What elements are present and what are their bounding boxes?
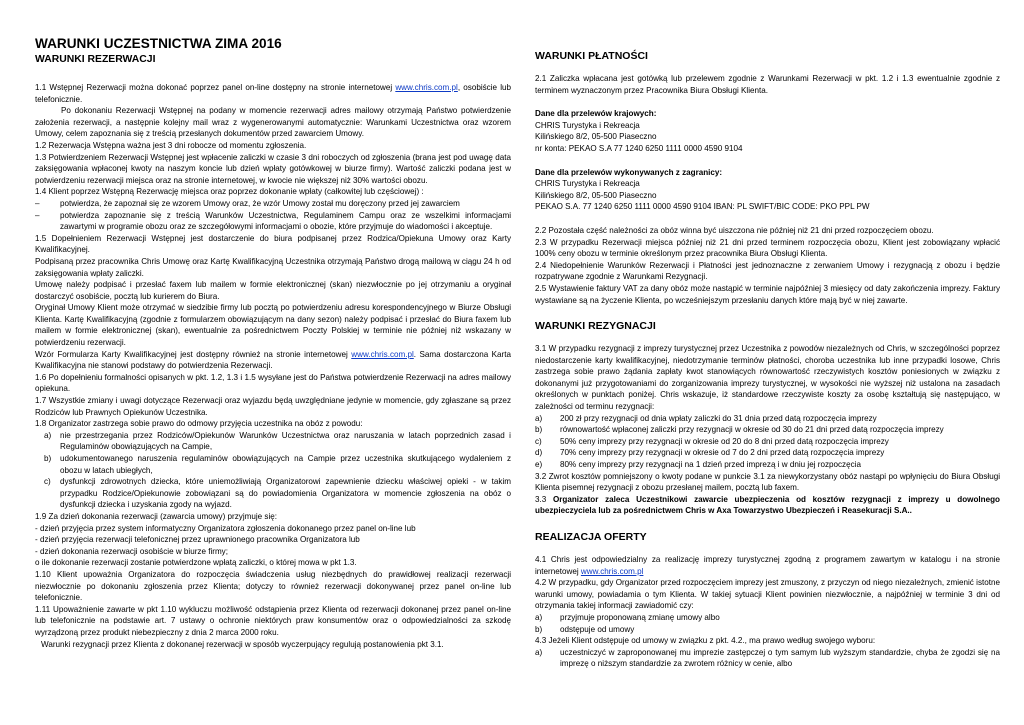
list-item: e) 80% ceny imprezy przy rezygnacji na 1 dzień przed imprezą i w dniu jej rozpoczęcia [535, 460, 861, 470]
clause-3-2: 3.2 Zwrot kosztów pomniejszony o kwoty podane w punkcie 3.1 za niewykorzystany obóz nastąpi po wpłynięciu do Biura Obsługi Klienta pisemnej rezygnacji z obozu przesłanej mailem, pocztą lub faxem. [535, 471, 1000, 493]
list-item: d) 70% ceny imprezy przy rezygnacji w okresie od 7 do 2 dni przed datą rozpoczęcia imprezy [535, 448, 885, 458]
reservation-section [35, 82, 511, 650]
clause-4-2: 4.2 W przypadku, gdy Organizator przed rozpoczęciem imprezy jest zmuszony, z przyczyn od niego niezależnych, zmienić istotne warunki umowy, powiadamia o tym Klienta. W takiej sytuacji Klient powinien niezwłocznie, a najpóźniej w terminie 3 dni od otrzymania takiej informacji zawiadomić czy: [535, 578, 1000, 611]
foreign-line: Kilińskiego 8/2, 05-500 Piaseczno [535, 190, 657, 200]
list-item: a) nie przestrzegania przez Rodziców/Opiekunów Warunków Uczestnictwa oraz naruszania w latach poprzednich zasad i Regulaminów obowiązujących na Campie, [44, 430, 511, 452]
clause-1-2: 1.2 Rezerwacja Wstępna ważna jest 3 dni robocze od momentu zgłoszenia. [35, 140, 307, 150]
clause-3-3: 3.3 Organizator zaleca Uczestnikowi zawarcie ubezpieczenia od kosztów rezygnacji z imprezy u dowolnego ubezpieczyciela lub za pośrednictwem Chris w Axa Towarzystwo Ubezpieczeń i Reasekuracji S.A.. [535, 494, 1000, 516]
foreign-account: PEKAO S.A. 77 1240 6250 1111 0000 4590 9104 IBAN: PL SWIFT/BIC CODE: PKO PPL PW [535, 202, 870, 212]
clause-4-1: 4.1 Chris jest odpowiedzialny za realizację imprezy turystycznej zgodną z programem zawartym w katalogu i na stronie internetowej www.chris.com.pl [535, 555, 1000, 576]
list-item: a) 200 zł przy rezygnacji od dnia wpłaty zaliczki do 31 dnia przed datą rozpoczęcia imprezy [535, 413, 877, 423]
clause-1-7: 1.7 Wszystkie zmiany i uwagi dotyczące Rezerwacji oraz wyjazdu będą uwzględniane jedynie w momencie, gdy zgłaszane są przez Rodziców lub Prawnych Opiekunów Uczestnika. [35, 396, 511, 417]
clause-1-11: 1.11 Upoważnienie zawarte w pkt 1.10 wykluczu możliwość odstąpienia przez Klienta od rezerwacji dokonanej przez panel on-line lub telefonicznie na podstawie art. 7 ustawy o ochronie niektórych praw konsumentów oraz o odpowiedzialności za szkodę wyrządzoną przez produkt niebezpieczny z dnia 2 marca 2000 roku. [35, 604, 511, 637]
payment-section [535, 73, 1000, 306]
list-item: - dzień przyjęcia przez system informatyczny Organizatora zgłoszenia dokonanego przez panel on-line lub [35, 523, 416, 533]
section-reservation-heading: WARUNKI REZERWACJI [35, 54, 156, 65]
clause-1-1 [35, 82, 511, 105]
clause-1-4: 1.4 Klient poprzez Wstępną Rezerwację miejsca oraz poprzez dokonanie wpłaty (całkowitej lub częściowej) : [35, 187, 424, 197]
list-item: – potwierdza, że zapoznał się ze wzorem Umowy oraz, że wzór Umowy został mu doręczony przed jej zawarciem [35, 198, 460, 208]
clause-1-11-note: Warunki rezygnacji przez Klienta z dokonanej rezerwacji w sposób wyczerpujący regulują postanowienia pkt 3.1. [41, 639, 444, 649]
list-item: a) przyjmuje proponowaną zmianę umowy albo [535, 612, 720, 622]
clause-1-1-tail: , osobiście lub telefonicznie. [35, 83, 511, 104]
cancellation-section [535, 343, 1000, 517]
clause-1-3: 1.3 Potwierdzeniem Rezerwacji Wstępnej jest wpłacenie zaliczki w czasie 3 dni roboczych od zgłoszenia (brana jest pod uwagę data zaksięgowania wpłaconej kwoty na naszym koncie lub dzień wpłaty gotówkowej w biurze firmy). Wartość zaliczki podana jest w potwierdzeniu rezerwacji miejsca oraz na stronie internetowej, w kwocie nie większej niż 30% wartości obozu. [35, 152, 511, 185]
clause-1-8: 1.8 Organizator zastrzega sobie prawo do odmowy przyjęcia uczestnika na obóz z powodu: [35, 419, 363, 429]
domestic-line: Kilińskiego 8/2, 05-500 Piaseczno [535, 132, 657, 142]
clause-2-4: 2.4 Niedopełnienie Warunków Rezerwacji i Płatności jest jednoznaczne z zerwaniem Umowy i rezygnacją z obozu i będzie rozpatrywane zgodnie z Warunkami Rezygnacji. [535, 260, 1000, 282]
left-column [35, 0, 511, 650]
document-title: WARUNKI UCZESTNICTWA ZIMA 2016 [35, 36, 282, 51]
website-link[interactable]: www.chris.com.pl [351, 349, 414, 359]
list-item: b) odstępuje od umowy [535, 624, 635, 634]
clause-2-2: 2.2 Pozostała część należności za obóz winna być uiszczona nie później niż 21 dni przed rozpoczęciem obozu. [535, 225, 934, 235]
list-item: b) równowartość wpłaconej zaliczki przy rezygnacji w okresie od 30 do 21 dni przed datą rozpoczęcia imprezy [535, 425, 944, 435]
foreign-line: CHRIS Turystyka i Rekreacja [535, 179, 640, 189]
section-offer-heading: REALIZACJA OFERTY [535, 531, 647, 543]
domestic-line: CHRIS Turystyka i Rekreacja [535, 120, 640, 130]
list-item: – potwierdza zapoznanie się z treścią Warunków Uczestnictwa, Regulaminem Campu oraz ze wszelkimi informacjami zawartymi w programie obozu oraz ze szczegółowymi informacjami o obozie, które przyjmuje do wiadomości i akceptuje. [35, 210, 511, 232]
list-item: o ile dokonanie rezerwacji zostanie potwierdzone wpłatą zaliczki, o której mowa w pkt 1.3. [35, 558, 357, 568]
clause-4-3: 4.3 Jeżeli Klient odstępuje od umowy w związku z pkt. 4.2., ma prawo według swojego wyboru: [535, 636, 876, 646]
clause-2-3: 2.3 W przypadku Rezerwacji miejsca później niż 21 dni przed terminem rozpoczęcia obozu, Klient jest zobowiązany wpłacić 100% ceny obozu w terminie określonym przez pracownika Biura Obsługi Klienta. [535, 237, 1000, 259]
offer-section [535, 554, 1000, 670]
clause-3-1: 3.1 W przypadku rezygnacji z imprezy turystycznej przez Uczestnika z powodów niezależnych od Chris, w szczególności poprzez niedostarczenie karty kwalifikacyjnej, niedotrzymanie terminów płatności, choroba uczestnika lub inne przypadki losowe, Chris zastrzega sobie prawo żądania zapłaty kwot stanowiących równowartość rzeczywistych kosztów poniesionych w związku z dokonanymi już przygotowaniami do zorganizowania imprezy turystycznej, w wysokości nie wyższej niż ustalona na zasadach określonych w punktach poniżej. Chris wskazuje, iż standardowe rzeczywiste koszty za osobę kształtują się następująco, w zależności od terminu rezygnacji: [535, 344, 1000, 412]
clause-1-9: 1.9 Za dzień dokonania rezerwacji (zawarcia umowy) przyjmuje się: [35, 511, 278, 521]
clause-2-1: 2.1 Zaliczka wpłacana jest gotówką lub przelewem zgodnie z Warunkami Rezerwacji w pkt. 1.2 i 1.3 ewentualnie zgodnie z terminem wyznaczonym przez Pracownika Biura Obsługi Klienta. [535, 74, 1000, 95]
clause-2-5: 2.5 Wystawienie faktury VAT za dany obóz może nastąpić w terminie najpóźniej 3 miesięcy od daty zakończenia imprezy. Faktury wystawiane są na życzenie Klienta, po wcześniejszym przesłaniu danych które mają być w niej zawarte. [535, 283, 1000, 305]
clause-1-1-text: 1.1 Wstępnej Rezerwacji można dokonać poprzez panel on-line dostępny na stronie internetowej [35, 83, 396, 92]
website-link[interactable]: www.chris.com.pl [580, 566, 644, 576]
right-column [535, 0, 1000, 670]
list-item: c) 50% ceny imprezy przy rezygnacji w okresie od 20 do 8 dni przed datą rozpoczęcia imprezy [535, 436, 889, 446]
clause-1-5-signed: Podpisaną przez pracownika Chris Umowę oraz Kartę Kwalifikacyjną Uczestnika otrzymają Państwo drogą mailową w ciągu 24 h od zaksięgowania wpłaty zaliczki. [35, 256, 511, 278]
list-item: b) udokumentowanego naruszenia regulaminów obowiązujących na Campie przez uczestnika skutkującego wydaleniem z obozu w latach ubiegłych, [44, 454, 511, 475]
list-item: a) uczestniczyć w zaproponowanej mu imprezie zastępczej o tym samym lub wyższym standardzie, chyba że zgodzi się na imprezę o niższym standardzie za zwrotem różnicy w cenie, albo [535, 647, 1000, 669]
section-cancellation-heading: WARUNKI REZYGNACJI [535, 320, 656, 333]
domestic-account: nr konta: PEKAO S.A 77 1240 6250 1111 0000 4590 9104 [535, 143, 743, 153]
foreign-transfer-heading: Dane dla przelewów wykonywanych z zagranicy: [535, 167, 723, 177]
clause-1-5-form: Wzór Formularza Karty Kwalifikacyjnej jest dostępny również na stronie internetowej www.chris.com.pl. Sama dostarczona Karta Kwalifikacyjna nie stanowi podstawy do potwierdzenia Rezerwacji. [35, 349, 512, 371]
website-link[interactable]: www.chris.com.pl [395, 83, 458, 92]
clause-1-1-detail: Po dokonaniu Rezerwacji Wstępnej na podany w momencie rezerwacji adres mailowy otrzymają Państwo potwierdzenie założenia rezerwacji, a następnie kolejny mail wraz z wygenerowanymi automatycznie: Warunkami Uczestnictwa oraz wzorem Umowy, celem zapoznania się z treścią przesłanych dokumentów przed zawarciem Umowy. [35, 106, 511, 139]
clause-1-10: 1.10 Klient upoważnia Organizatora do rozpoczęcia świadczenia usług niezbędnych do prawidłowej realizacji rezerwacji niezwłocznie po dokonaniu zgłoszenia przez Klienta; dotyczy to również rezerwacji dokonywanej przez panel on-line lub telefonicznie. [35, 569, 511, 603]
list-item: - dzień przyjęcia rezerwacji telefonicznej przez uprawnionego pracownika Organizatora lub [35, 535, 360, 545]
section-payment-heading: WARUNKI PŁATNOŚCI [535, 50, 648, 62]
list-item: c) dysfunkcji zdrowotnych dziecka, które uniemożliwiają Organizatorowi zapewnienie dziecku właściwej opieki - w takim przypadku Rodzice/Opiekunowie zobowiązani są do powiadomienia Organizatora w momencie zgłoszenia na obóz o dysfunkcji dziecka i uzyskania zgody na wyjazd. [44, 477, 511, 510]
clause-1-5-sign-send: Umowę należy podpisać i przesłać faxem lub mailem w formie elektronicznej (skan) niezwłocznie po jej otrzymaniu a oryginał dostarczyć osobiście, pocztą lub kurierem do Biura. [35, 280, 511, 301]
clause-1-5-original: Oryginał Umowy Klient może otrzymać w siedzibie firmy lub pocztą po potwierdzeniu adresu korespondencyjnego w Biurze Obsługi Klienta. Kartę Kwalifikacyjną (zgodnie z formularzem obowiązującym na dany sezon) należy podpisać i przesłać do Biura faxem lub mailem w formie elektronicznej (skan), ewentualnie za pośrednictwem Poczty Polskiej w terminie nie później niż wskazany w potwierdzeniu rezerwacji. [35, 303, 511, 348]
clause-1-5: 1.5 Dopełnieniem Rezerwacji Wstępnej jest dostarczenie do biura podpisanej przez Rodzica/Opiekuna Umowy oraz Karty Kwalifikacyjnej. [35, 233, 511, 255]
list-item: - dzień dokonania rezerwacji osobiście w biurze firmy; [35, 546, 228, 556]
domestic-transfer-heading: Dane dla przelewów krajowych: [535, 109, 657, 119]
clause-1-6: 1.6 Po dopełnieniu formalności opisanych w pkt. 1.2, 1.3 i 1.5 wysyłane jest do Państwa potwierdzenie Rezerwacji na adres mailowy opiekuna. [35, 372, 511, 394]
